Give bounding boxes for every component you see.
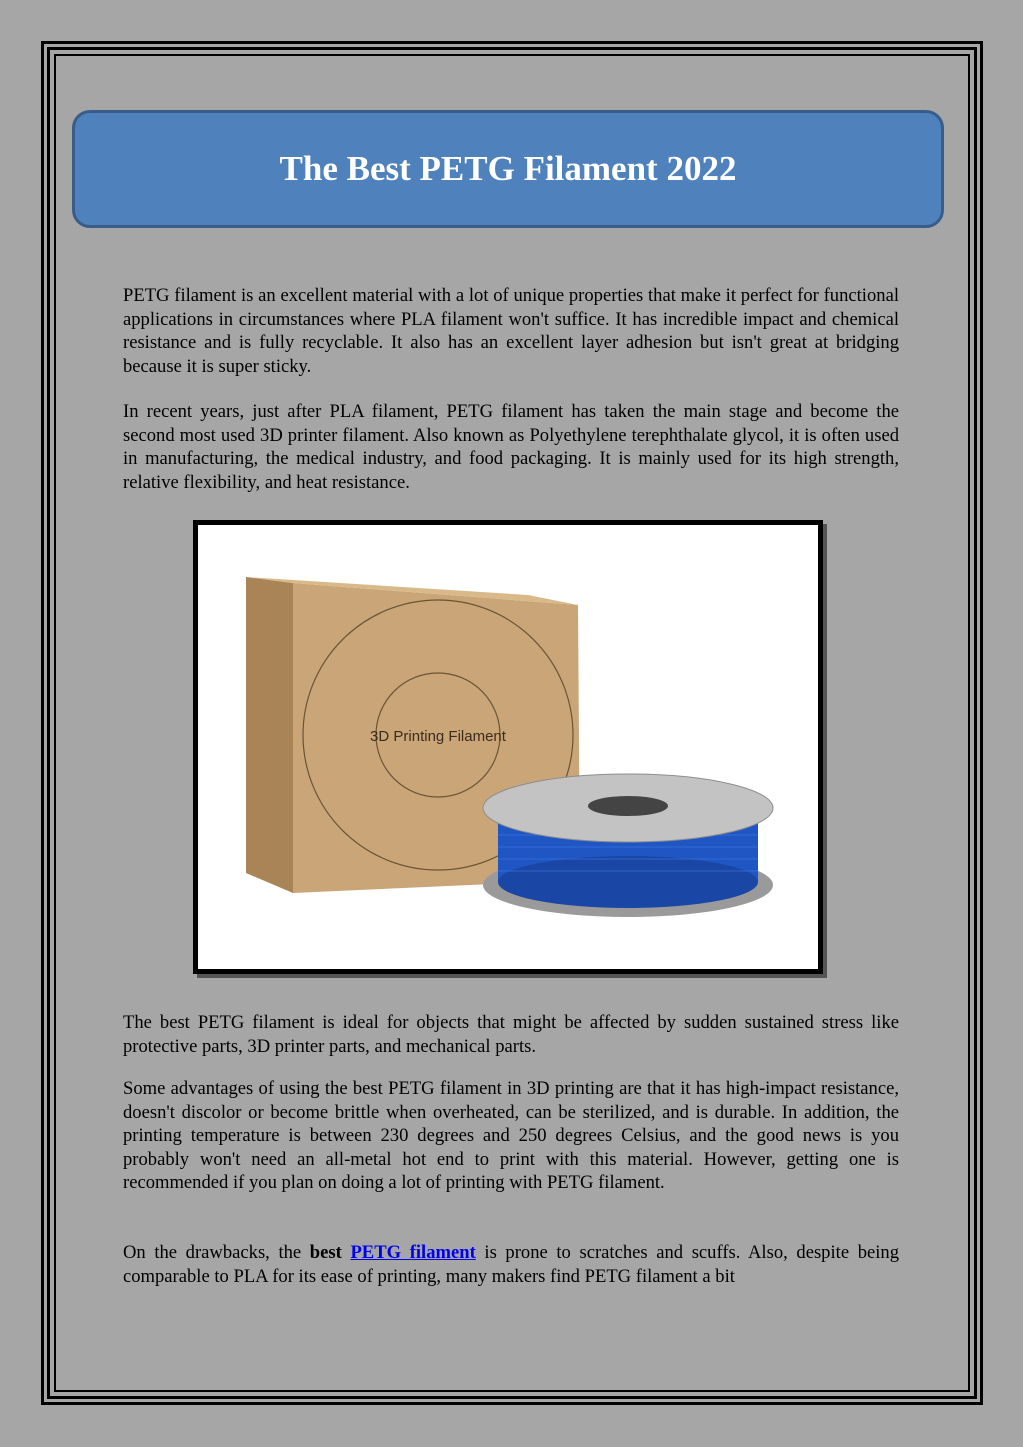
drawbacks-text-end: is prone to scratches and scuffs. Also, despite being comparable to PLA for its ease of printing, many makers find PETG filament a bit [123, 1242, 899, 1287]
paragraph-uses: The best PETG filament is ideal for objects that might be affected by sudden sustained stress like protective parts, 3D printer parts, and mechanical parts. [123, 1012, 899, 1057]
box-label: 3D Printing Filament [370, 728, 506, 745]
paragraph-intro: PETG filament is an excellent material with a lot of unique properties that make it perfect for functional applications in circumstances where PLA filament won't suffice. It has incredible impact and chemical resistance and is fully recyclable. It also has an excellent layer adhesion but isn't great at bridging because it is super sticky. [123, 285, 899, 377]
page-title: The Best PETG Filament 2022 [279, 149, 737, 188]
filament-box-and-spool-illustration [198, 525, 818, 969]
drawbacks-text-start: On the drawbacks, the [123, 1242, 310, 1263]
drawbacks-bold-word: best [309, 1242, 342, 1263]
title-banner [72, 110, 944, 228]
paragraph-advantages: Some advantages of using the best PETG filament in 3D printing are that it has high-impact resistance, doesn't discolor or become brittle when overheated, can be sterilized, and is durable. In addition, the printing temperature is between 230 degrees and 250 degrees Celsius, and the good news is you probably won't need an all-metal hot end to print with this material. However, getting one is recommended if you plan on doing a lot of printing with PETG filament. [123, 1078, 899, 1194]
petg-filament-link[interactable]: PETG filament [350, 1242, 476, 1263]
paragraph-history: In recent years, just after PLA filament, PETG filament has taken the main stage and become the second most used 3D printer filament. Also known as Polyethylene terephthalate glycol, it is often used in manufacturing, the medical industry, and food packaging. It is mainly used for its high strength, relative flexibility, and heat resistance. [123, 401, 899, 493]
paragraph-drawbacks [123, 1241, 899, 1288]
box-side [246, 577, 293, 893]
filament-bottom-edge [498, 856, 758, 908]
product-image [193, 520, 823, 974]
spool-hub [588, 796, 668, 816]
